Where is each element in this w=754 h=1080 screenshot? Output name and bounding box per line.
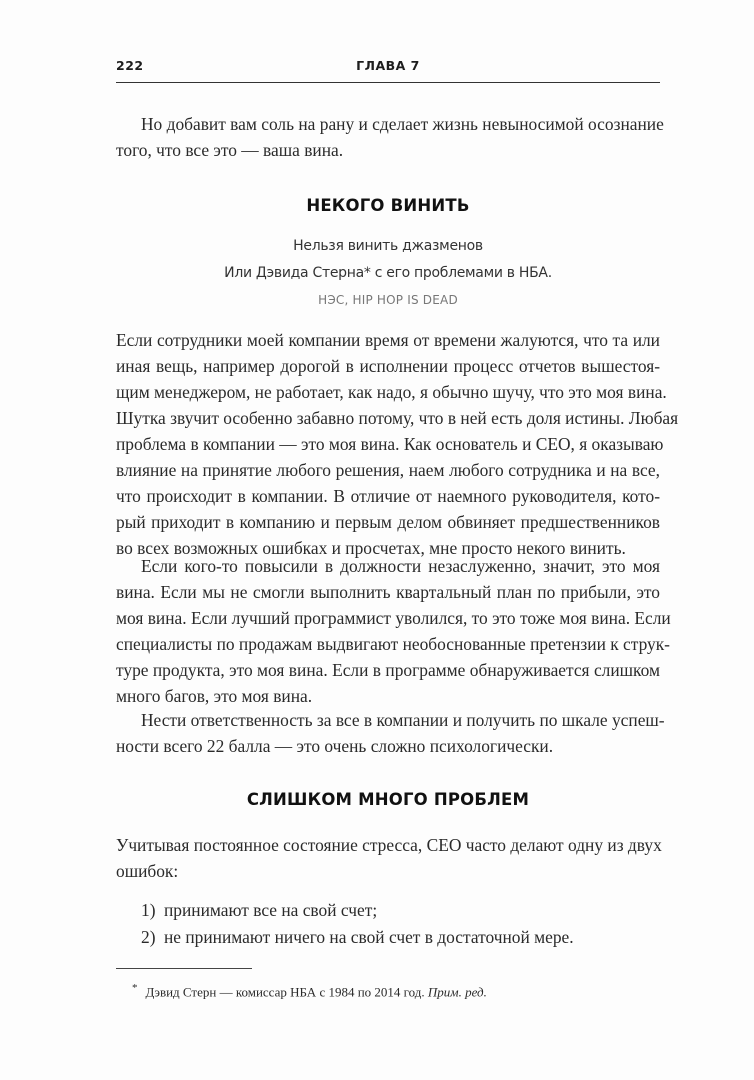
body-line: что происходит в компании. В отличие от наемного руководителя, кото- (116, 486, 660, 506)
body-line: щим менеджером, не работает, как надо, я обычно шучу, что это моя вина. (116, 382, 667, 402)
epigraph-line: Нельзя винить джазменов (293, 238, 483, 254)
list-text: не принимают ничего на свой счет в достаточной мере. (164, 927, 574, 947)
body-line: вина. Если мы не смогли выполнить квартальный план по прибыли, это (116, 582, 660, 602)
body-line: Если кого-то повысили в должности незаслуженно, значит, это моя (141, 556, 660, 576)
section-heading: НЕКОГО ВИНИТЬ (306, 196, 470, 215)
body-line: во всех возможных ошибках и просчетах, мне просто некого винить. (116, 538, 626, 558)
footnote-marker: * (132, 982, 138, 994)
body-line: Нести ответственность за все в компании и получить по шкале успеш- (141, 710, 665, 730)
body-line: проблема в компании — это моя вина. Как основатель и CEO, я оказываю (116, 434, 664, 454)
section-heading: СЛИШКОМ МНОГО ПРОБЛЕМ (246, 790, 530, 809)
list-item (141, 897, 377, 923)
list-number: 2) (141, 927, 156, 947)
body-line: ности всего 22 балла — это очень сложно психологически. (116, 736, 554, 756)
footnote-rule (116, 968, 252, 969)
epigraph-source: НЭС, HIP HOP IS DEAD (318, 293, 458, 307)
body-line: ошибок: (116, 861, 179, 881)
body-line: рый приходит в компанию и первым делом обвиняет предшественников (116, 512, 660, 532)
epigraph-line: Или Дэвида Стерна* с его проблемами в НБА. (224, 265, 552, 281)
body-line: влияние на принятие любого решения, наем любого сотрудника и на все, (116, 460, 660, 480)
footnote-note: Прим. ред. (427, 984, 487, 1000)
body-line: иная вещь, например дорогой в исполнении процесс отчетов вышестоя- (116, 356, 660, 376)
body-line: специалисты по продажам выдвигают необоснованные претензии к струк- (116, 634, 670, 654)
running-header-chapter: ГЛАВА 7 (356, 58, 420, 73)
footnote-text: Дэвид Стерн — комиссар НБА с 1984 по 2014 год. (145, 984, 425, 1000)
page-number: 222 (116, 58, 144, 73)
footnote (132, 982, 487, 1000)
list-item (141, 924, 574, 950)
body-line: Если сотрудники моей компании время от времени жалуются, что та или (116, 330, 660, 350)
list-number: 1) (141, 900, 156, 920)
header-rule (116, 82, 660, 83)
body-line: моя вина. Если лучший программист уволился, то это тоже моя вина. Если (116, 608, 671, 628)
intro-line: Но добавит вам соль на рану и сделает жизнь невыносимой осознание (141, 114, 664, 134)
intro-line: того, что все это — ваша вина. (116, 140, 344, 160)
body-line: туре продукта, это моя вина. Если в программе обнаруживается слишком (116, 660, 660, 680)
body-line: много багов, это моя вина. (116, 686, 313, 706)
body-line: Шутка звучит особенно забавно потому, что в ней есть доля истины. Любая (116, 408, 679, 428)
list-text: принимают все на свой счет; (164, 900, 378, 920)
body-line: Учитывая постоянное состояние стресса, CEO часто делают одну из двух (116, 835, 662, 855)
